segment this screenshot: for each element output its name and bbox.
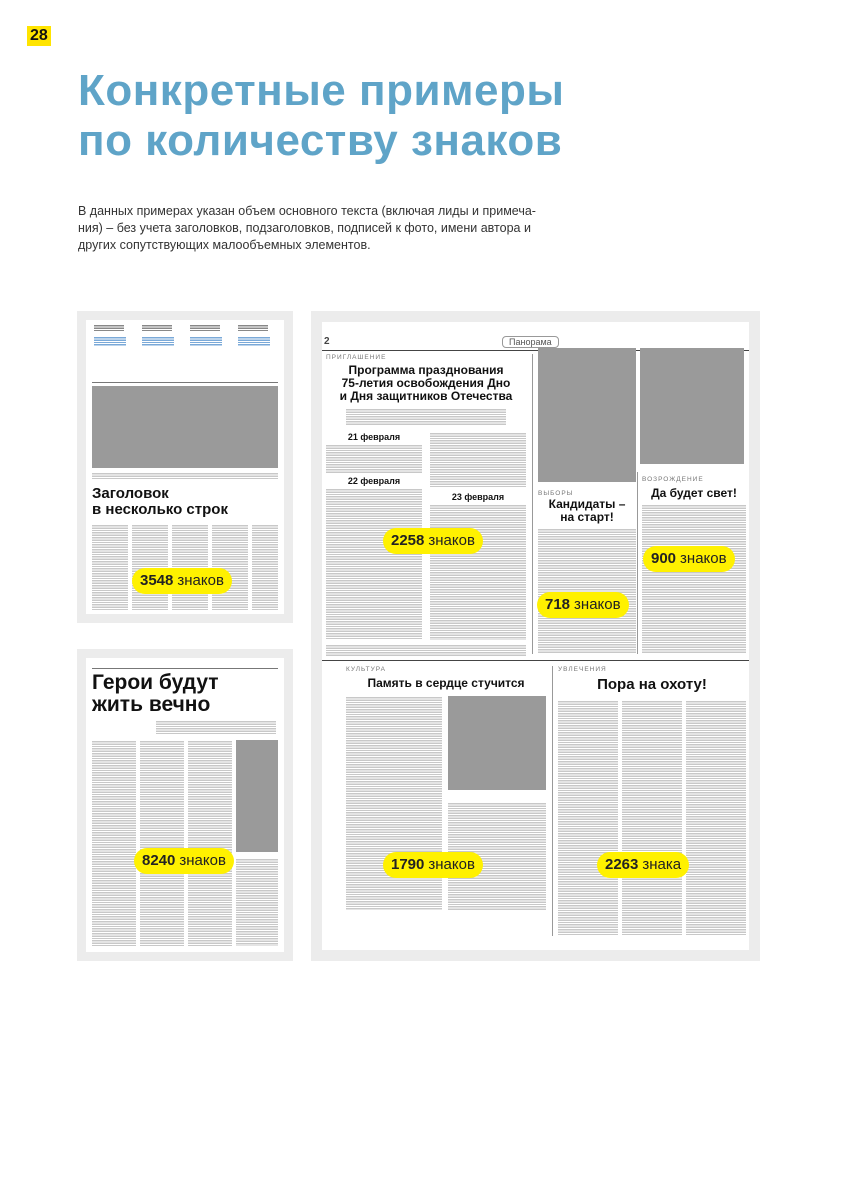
char-count-badge-svet xyxy=(643,546,735,572)
column-rule xyxy=(532,354,533,654)
char-count-value: 1790 xyxy=(391,856,425,873)
char-count-badge xyxy=(134,848,234,874)
char-count-value: 3548 xyxy=(140,572,174,589)
headline-line-3: и Дня защитников Отечества xyxy=(339,389,513,403)
newspaper-page xyxy=(86,658,284,952)
text-column-4 xyxy=(236,858,278,946)
char-count-badge-ohota xyxy=(597,852,689,878)
headline-svet: Да будет свет! xyxy=(651,486,737,500)
column-rule xyxy=(637,472,638,654)
text-column-3 xyxy=(172,524,208,610)
headline-line-1: Программа празднования xyxy=(348,363,504,377)
caption xyxy=(92,472,278,480)
text-column xyxy=(642,504,746,654)
char-count-badge-programma xyxy=(383,528,483,554)
text-column-2 xyxy=(622,700,682,936)
date-1: 21 февраля xyxy=(347,432,401,442)
lead xyxy=(346,408,506,426)
text-column-2 xyxy=(140,740,184,946)
headline-geroi xyxy=(92,672,262,716)
teaser-3 xyxy=(190,324,224,346)
kicker-pamyat: КУЛЬТУРА xyxy=(346,666,386,673)
char-count-unit: знаков xyxy=(428,856,475,873)
section-rule xyxy=(322,660,749,661)
char-count-badge-pamyat xyxy=(383,852,483,878)
headline-line-2: в несколько строк xyxy=(92,501,228,518)
spread-page-number: 2 xyxy=(324,336,330,347)
headline-line-1: Кандидаты – xyxy=(548,497,626,511)
example-zagolovok-panel xyxy=(77,311,293,623)
text-column-2 xyxy=(132,524,168,610)
teaser-4 xyxy=(238,324,272,346)
photo-placeholder xyxy=(236,740,278,852)
text-column xyxy=(538,528,636,654)
rule xyxy=(92,668,278,669)
char-count-unit: знаков xyxy=(428,532,475,549)
char-count-unit: знаков xyxy=(574,596,621,613)
example-geroi-panel xyxy=(77,649,293,961)
headline-kandidaty xyxy=(538,498,636,524)
rule xyxy=(92,382,278,383)
headline-line-2: на старт! xyxy=(560,510,614,524)
kicker-ohota: УВЛЕЧЕНИЯ xyxy=(558,666,607,673)
example-spread-panel xyxy=(311,311,760,961)
char-count-value: 2258 xyxy=(391,532,425,549)
intro-paragraph xyxy=(78,203,538,254)
intro-line-2: ния) – без учета заголовков, подзаголовков, подписей к фото, имени автора и xyxy=(78,221,531,235)
teaser-2 xyxy=(142,324,176,346)
lead xyxy=(156,720,276,734)
char-count-value: 8240 xyxy=(142,852,176,869)
page-title-line-2: по количеству знаков xyxy=(78,116,563,165)
page-title-line-1: Конкретные примеры xyxy=(78,66,565,115)
text-column-4 xyxy=(212,524,248,610)
char-count-unit: знаков xyxy=(680,550,727,567)
headline-ohota: Пора на охоту! xyxy=(597,676,707,693)
kicker-kandidaty: ВЫБОРЫ xyxy=(538,490,574,497)
column-rule xyxy=(552,666,553,936)
text-block xyxy=(326,444,422,474)
headline-line-2: жить вечно xyxy=(92,693,211,716)
text-column-3 xyxy=(188,740,232,946)
photo-placeholder xyxy=(92,386,278,468)
char-count-badge-kandidaty xyxy=(537,592,629,618)
page-number: 28 xyxy=(27,26,51,46)
photo-placeholder-1 xyxy=(538,348,636,482)
intro-line-3: других сопутствующих малообъемных элементов. xyxy=(78,238,371,252)
headline-line-2: 75-летия освобождения Дно xyxy=(341,376,511,390)
text-column-2 xyxy=(430,432,526,488)
text-column-3 xyxy=(686,700,746,936)
char-count-unit: знаков xyxy=(177,572,224,589)
char-count-value: 2263 xyxy=(605,856,639,873)
footnote xyxy=(326,644,526,656)
headline-zagolovok xyxy=(92,486,232,518)
char-count-unit: знаков xyxy=(179,852,226,869)
headline-line-1: Заголовок xyxy=(92,485,169,502)
char-count-value: 718 xyxy=(545,596,571,613)
date-2: 22 февраля xyxy=(347,476,401,486)
text-column-1 xyxy=(326,488,425,640)
char-count-value: 900 xyxy=(651,550,677,567)
headline-programma xyxy=(326,364,526,403)
photo-placeholder-2 xyxy=(640,348,744,464)
kicker-svet: ВОЗРОЖДЕНИЕ xyxy=(642,476,704,483)
kicker-programma: ПРИГЛАШЕНИЕ xyxy=(326,354,387,361)
text-column-1 xyxy=(558,700,618,936)
photo-placeholder xyxy=(448,696,546,790)
intro-line-1: В данных примерах указан объем основного текста (включая лиды и примеча- xyxy=(78,204,536,218)
text-column-3 xyxy=(430,504,526,640)
headline-line-1: Герои будут xyxy=(92,671,219,694)
text-column-1 xyxy=(92,740,136,946)
text-column-1 xyxy=(92,524,128,610)
teaser-1 xyxy=(94,324,128,346)
date-3: 23 февраля xyxy=(451,492,505,502)
char-count-unit: знака xyxy=(642,856,682,873)
char-count-badge xyxy=(132,568,232,594)
page-title xyxy=(78,66,564,166)
text-column-5 xyxy=(252,524,278,610)
headline-pamyat: Память в сердце стучится xyxy=(367,676,525,690)
section-tab: Панорама xyxy=(502,336,559,348)
